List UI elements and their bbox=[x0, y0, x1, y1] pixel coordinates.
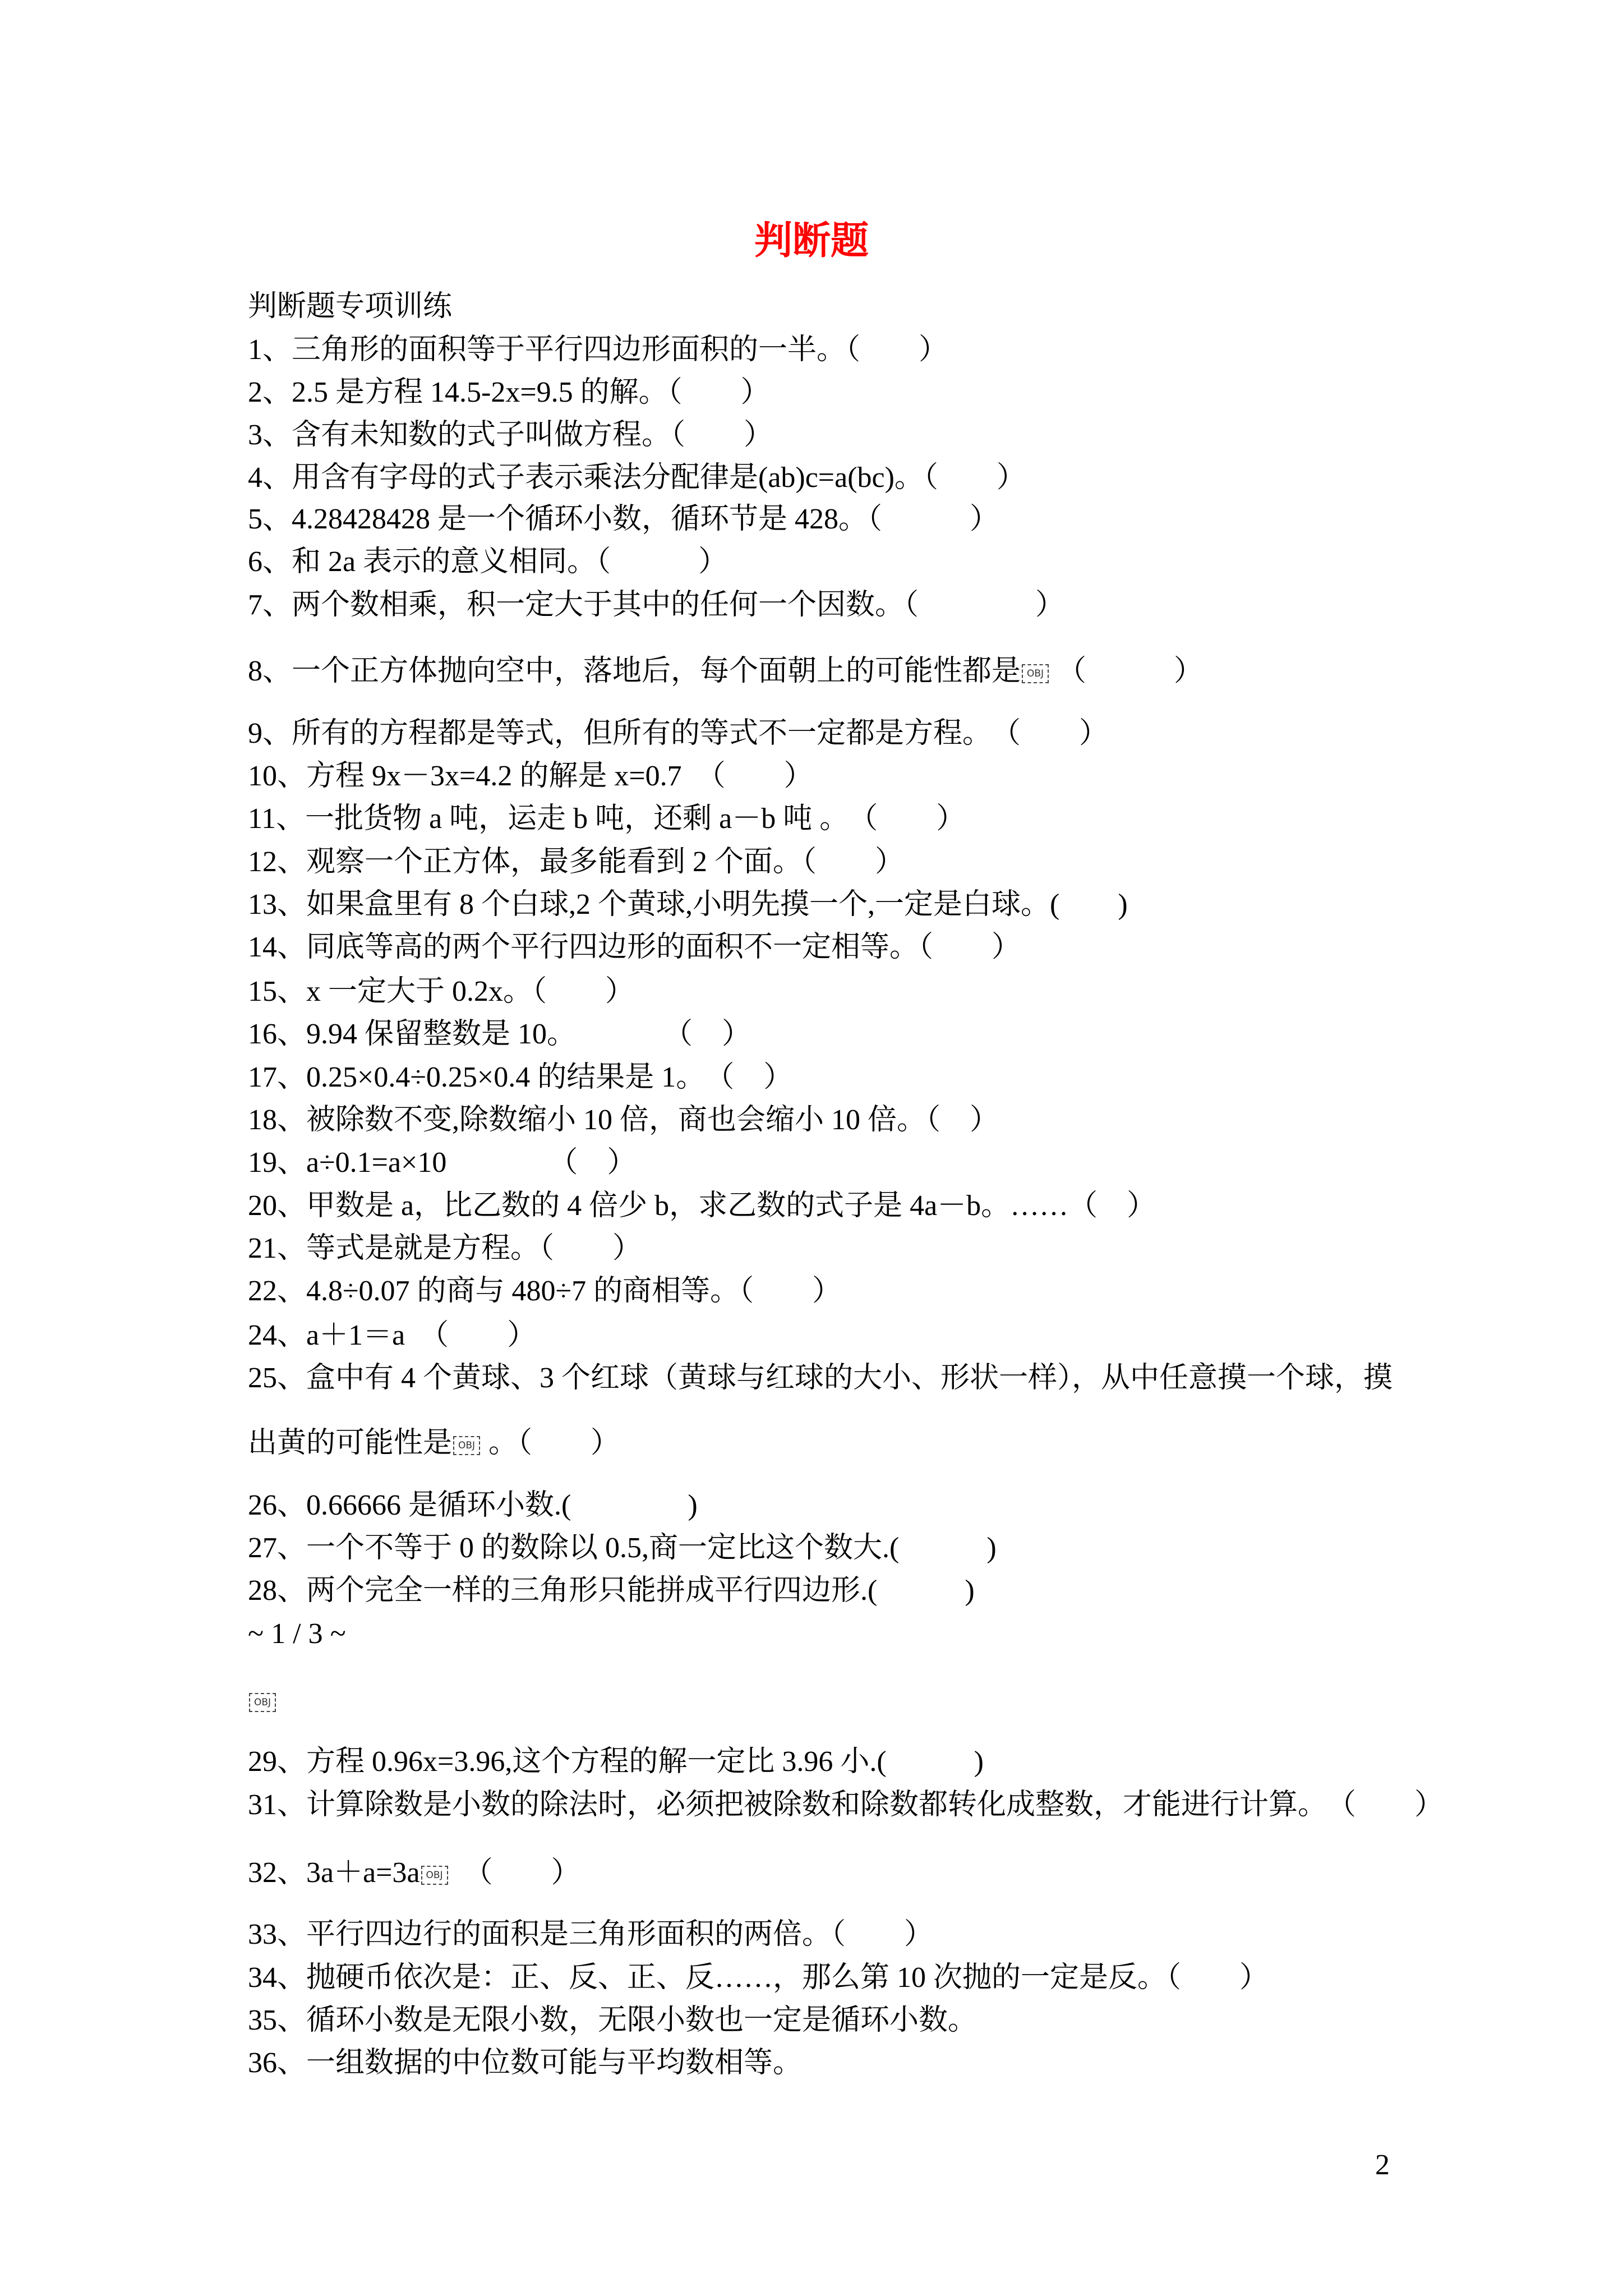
question-26: 26、0.66666 是循环小数.( ) bbox=[248, 1489, 698, 1521]
question-24: 24、a＋1＝a （ ） bbox=[248, 1319, 537, 1351]
question-7: 7、两个数相乘，积一定大于其中的任何一个因数。（ ） bbox=[248, 589, 1065, 621]
question-32-text: 32、3a＋a=3a bbox=[248, 1857, 420, 1889]
inner-page-marker: ~ 1 / 3 ~ bbox=[248, 1618, 346, 1650]
question-1: 1、三角形的面积等于平行四边形面积的一半。（ ） bbox=[248, 334, 948, 366]
question-10: 10、方程 9x－3x=4.2 的解是 x=0.7 （ ） bbox=[248, 760, 813, 792]
question-20: 20、甲数是 a，比乙数的 4 倍少 b，求乙数的式子是 4a－b。……（ ） bbox=[248, 1190, 1156, 1222]
question-27: 27、一个不等于 0 的数除以 0.5,商一定比这个数大.( ) bbox=[248, 1532, 997, 1564]
question-25-answer-blank: 。（ ） bbox=[481, 1427, 620, 1459]
question-8-answer-blank: （ ） bbox=[1050, 655, 1204, 687]
question-32-answer-blank: （ ） bbox=[449, 1857, 580, 1889]
question-25-continuation bbox=[248, 1427, 620, 1460]
section-subtitle: 判断题专项训练 bbox=[248, 291, 453, 323]
question-17: 17、0.25×0.4÷0.25×0.4 的结果是 1。 （ ） bbox=[248, 1061, 793, 1093]
question-8-text: 8、一个正方体抛向空中，落地后，每个面朝上的可能性都是 bbox=[248, 655, 1021, 687]
question-18: 18、被除数不变,除数缩小 10 倍，商也会缩小 10 倍。（ ） bbox=[248, 1104, 999, 1136]
page-number: 2 bbox=[1375, 2149, 1390, 2181]
question-33: 33、平行四边行的面积是三角形面积的两倍。（ ） bbox=[248, 1918, 934, 1950]
question-14: 14、同底等高的两个平行四边形的面积不一定相等。（ ） bbox=[248, 931, 1021, 963]
object-placeholder-icon: OBJ bbox=[453, 1436, 480, 1455]
question-36: 36、一组数据的中位数可能与平均数相等。 bbox=[248, 2047, 803, 2079]
object-placeholder-icon: OBJ bbox=[249, 1693, 276, 1712]
question-32 bbox=[248, 1856, 580, 1890]
question-13: 13、如果盒里有 8 个白球,2 个黄球,小明先摸一个,一定是白球。( ) bbox=[248, 889, 1128, 921]
question-25-cont-text: 出黄的可能性是 bbox=[248, 1427, 453, 1459]
question-22: 22、4.8÷0.07 的商与 480÷7 的商相等。（ ） bbox=[248, 1275, 842, 1307]
question-29: 29、方程 0.96x=3.96,这个方程的解一定比 3.96 小.( ) bbox=[248, 1746, 984, 1778]
question-19: 19、a÷0.1=a×10 （ ） bbox=[248, 1147, 637, 1179]
question-28: 28、两个完全一样的三角形只能拼成平行四边形.( ) bbox=[248, 1575, 975, 1607]
question-12: 12、观察一个正方体，最多能看到 2 个面。（ ） bbox=[248, 846, 905, 878]
question-35: 35、循环小数是无限小数，无限小数也一定是循环小数。 bbox=[248, 2004, 978, 2036]
standalone-object-line bbox=[248, 1683, 277, 1717]
object-placeholder-icon: OBJ bbox=[1022, 664, 1049, 683]
question-6: 6、和 2a 表示的意义相同。（ ） bbox=[248, 546, 728, 578]
question-16: 16、9.94 保留整数是 10。 （ ） bbox=[248, 1018, 751, 1050]
question-15: 15、x 一定大于 0.2x。（ ） bbox=[248, 976, 635, 1007]
question-4: 4、用含有字母的式子表示乘法分配律是(ab)c=a(bc)。（ ） bbox=[248, 462, 1026, 494]
question-5: 5、4.28428428 是一个循环小数，循环节是 428。（ ） bbox=[248, 503, 999, 535]
question-9: 9、所有的方程都是等式，但所有的等式不一定都是方程。 （ ） bbox=[248, 717, 1109, 749]
question-11: 11、一批货物 a 吨，运走 b 吨，还剩 a－b 吨 。 （ ） bbox=[248, 803, 966, 835]
question-34: 34、抛硬币依次是：正、反、正、反……，那么第 10 次抛的一定是反。（ ） bbox=[248, 1962, 1269, 1994]
question-21: 21、等式是就是方程。（ ） bbox=[248, 1232, 642, 1264]
question-8 bbox=[248, 655, 1203, 688]
question-3: 3、含有未知数的式子叫做方程。（ ） bbox=[248, 419, 773, 451]
question-2: 2、2.5 是方程 14.5-2x=9.5 的解。（ ） bbox=[248, 376, 770, 408]
page-title: 判断题 bbox=[754, 219, 869, 262]
object-placeholder-icon: OBJ bbox=[421, 1866, 448, 1885]
question-31: 31、计算除数是小数的除法时，必须把被除数和除数都转化成整数，才能进行计算。 （ ） bbox=[248, 1789, 1444, 1821]
question-25: 25、盒中有 4 个黄球、3 个红球（黄球与红球的大小、形状一样），从中任意摸一个球，摸 bbox=[248, 1362, 1393, 1394]
